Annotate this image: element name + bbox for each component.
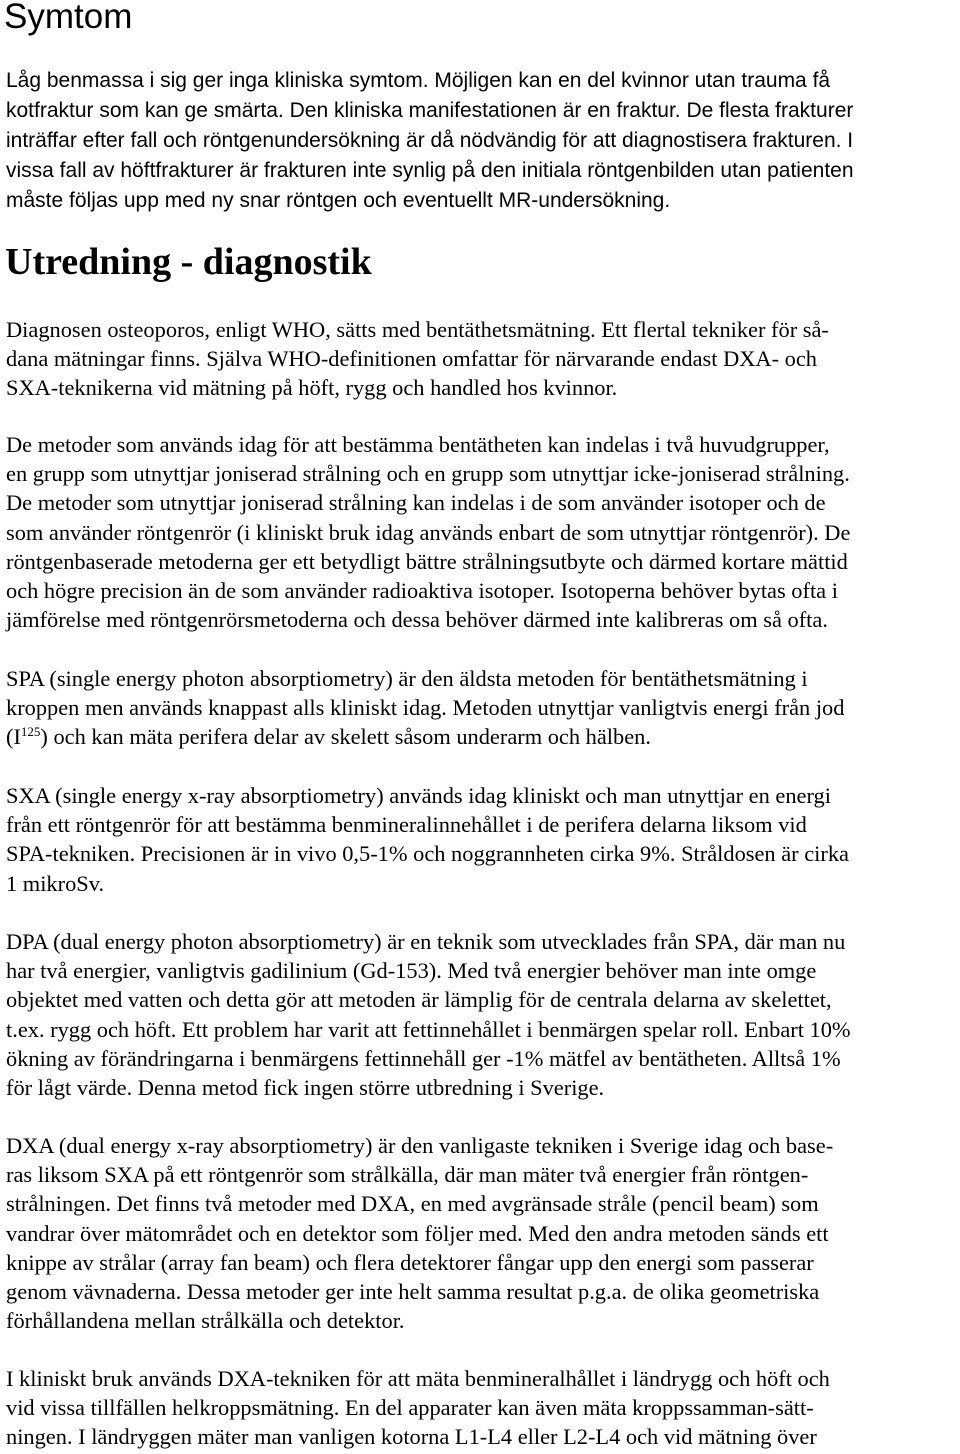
text-line: knippe av strålar (array fan beam) och flera detektorer fångar upp den energi som passerar: [6, 1249, 814, 1275]
text-line: SXA (single energy x-ray absorptiometry) används idag kliniskt och man utnyttjar en energi: [6, 783, 831, 808]
text-line: objektet med vatten och detta gör att metoden är lämplig för de centrala delarna av skelettet,: [6, 987, 832, 1013]
text-line: [6, 722, 844, 751]
text-line: från ett röntgenrör för att bestämma benmineralinnehållet i de perifera delarna liksom vid: [6, 812, 807, 838]
text-line: strålningen. Det finns två metoder med DXA, en med avgränsade stråle (pencil beam) som: [6, 1191, 819, 1217]
text-line: för lågt värde. Denna metod fick ingen större utbredning i Sverige.: [6, 1074, 605, 1100]
text-line: kotfraktur som kan ge smärta. Den kliniska manifestationen är en fraktur. De flesta frakturer: [6, 99, 854, 122]
text-line: har två energier, vanligtvis gadilinium (Gd-153). Med två energier behöver man inte omge: [6, 958, 817, 984]
text-line: Låg benmassa i sig ger inga kliniska symtom. Möjligen kan en del kvinnor utan trauma få: [6, 69, 831, 92]
text-line: SPA (single energy photon absorptiometry) är den äldsta metoden för bentäthetsmätning i: [6, 666, 808, 691]
text-line: inträffar efter fall och röntgenundersökning är då nödvändig för att diagnostisera frakturen. I: [6, 129, 854, 152]
text-line: De metoder som utnyttjar joniserad strålning kan indelas i de som använder isotoper och de: [6, 490, 826, 516]
text-fragment: (I: [6, 724, 21, 750]
text-line: t.ex. rygg och höft. Ett problem har varit att fettinnehållet i benmärgen spelar roll. Enbart 10%: [6, 1016, 851, 1042]
text-line: DXA (dual energy x-ray absorptiometry) är den vanligaste tekniken i Sverige idag och base-: [6, 1133, 834, 1158]
text-line: jämförelse med röntgenrörsmetoderna och dessa behöver därmed inte kalibreras om så ofta.: [6, 607, 828, 633]
heading-symtom: Symtom: [4, 0, 133, 36]
text-line: genom vävnaderna. Dessa metoder ger inte helt samma resultat p.g.a. de olika geometriska: [6, 1278, 820, 1304]
text-line: ökning av förändringarna i benmärgens fettinnehåll ger -1% mätfel av bentätheten. Alltså 1%: [6, 1045, 841, 1071]
text-line: Diagnosen osteoporos, enligt WHO, sätts med bentäthetsmätning. Ett flertal tekniker för så-: [6, 317, 829, 342]
text-line: SXA-teknikerna vid mätning på höft, rygg och handled hos kvinnor.: [6, 375, 618, 401]
paragraph-kliniskt-bruk: [6, 1364, 830, 1452]
paragraph-dpa: [6, 927, 851, 1102]
paragraph-spa: [6, 664, 844, 752]
text-line: måste följas upp med ny snar röntgen och eventuellt MR-undersökning.: [6, 189, 671, 212]
paragraph-dxa: [6, 1131, 833, 1335]
paragraph-metoder: [6, 430, 850, 634]
text-line: och högre precision än de som använder radioaktiva isotoper. Isotoperna behöver bytas ofta i: [6, 577, 838, 603]
heading-utredning: Utredning - diagnostik: [5, 241, 372, 283]
text-line: som använder röntgenrör (i kliniskt bruk idag används enbart de som utnyttjar röntgenrör). De: [6, 519, 851, 545]
text-line: SPA-tekniken. Precisionen är in vivo 0,5-1% och noggrannheten cirka 9%. Stråldosen är cirka: [6, 841, 849, 867]
paragraph-symtom: [6, 66, 854, 216]
text-line: ras liksom SXA på ett röntgenrör som strålkälla, där man mäter två energier från röntgen-: [6, 1162, 809, 1188]
text-line: DPA (dual energy photon absorptiometry) är en teknik som utvecklades från SPA, där man nu: [6, 929, 846, 954]
paragraph-sxa: [6, 781, 849, 898]
paragraph-diagnos: [6, 315, 829, 403]
text-line: vissa fall av höftfrakturer är frakturen inte synlig på den initiala röntgenbilden utan patienten: [6, 159, 854, 182]
text-line: förhållandena mellan strålkälla och detektor.: [6, 1308, 405, 1334]
text-line: ningen. I ländryggen mäter man vanligen kotorna L1-L4 eller L2-L4 och vid mätning över: [6, 1424, 817, 1450]
text-fragment: ) och kan mäta perifera delar av skelett såsom underarm och hälben.: [40, 724, 651, 750]
text-line: kroppen men används knappast alls kliniskt idag. Metoden utnyttjar vanligtvis energi från jod: [6, 695, 845, 721]
text-line: en grupp som utnyttjar joniserad strålning och en grupp som utnyttjar icke-joniserad strålning.: [6, 461, 850, 487]
text-line: vandrar över mätområdet och en detektor som följer med. Med den andra metoden sänds ett: [6, 1220, 829, 1246]
text-line: I kliniskt bruk används DXA-tekniken för att mäta benmineralhållet i ländrygg och höft och: [6, 1366, 830, 1391]
text-line: röntgenbaserade metoderna ger ett betydligt bättre strålningsutbyte och därmed kortare mättid: [6, 548, 848, 574]
text-line: vid vissa tillfällen helkroppsmätning. En del apparater kan även mäta kroppssamman-sätt-: [6, 1395, 814, 1421]
text-line: dana mätningar finns. Själva WHO-definitionen omfattar för närvarande endast DXA- och: [6, 346, 817, 372]
text-line: 1 mikroSv.: [6, 870, 105, 896]
text-line: De metoder som används idag för att bestämma bentätheten kan indelas i två huvudgrupper,: [6, 432, 830, 457]
isotope-superscript: 125: [20, 724, 41, 740]
